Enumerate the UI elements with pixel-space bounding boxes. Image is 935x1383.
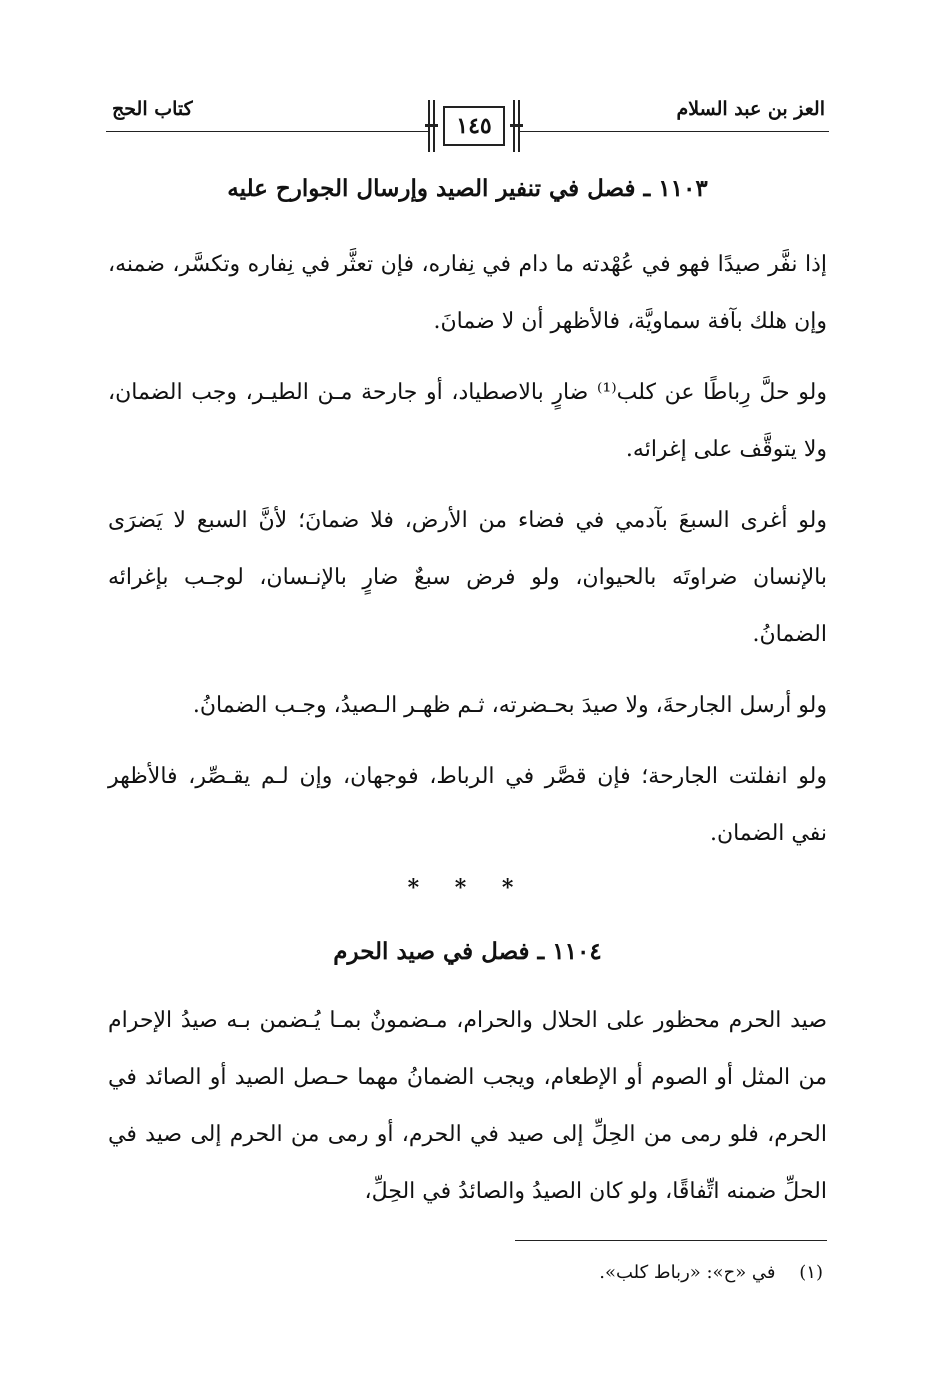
paragraph: ولو أرسل الجارحةَ، ولا صيدَ بحـضرته، ثـم ظهـر الـصيدُ، وجـب الضمانُ. [192, 693, 827, 718]
footnote-number: (١) [799, 1262, 823, 1283]
paragraph: ولو انفلتت الجارحة؛ فإن قصَّر في الرباط، فوجهان، وإن لـم يقـصِّر، فالأظهر نفي الضمان. [108, 764, 827, 846]
footnote-text: في «ح»: «رباط كلب». [599, 1262, 776, 1283]
paragraph: إذا نفَّر صيدًا فهو في عُهْدته ما دام في نِفاره، فإن تعثَّر في نِفاره وتكسَّر، ضمنه، وإن هلك بآفة سماويَّة، فالأظهر أن لا ضمانَ. [108, 252, 827, 334]
section-title-1104: ١١٠٤ ـ فصل في صيد الحرم [333, 938, 602, 965]
footnote-rule [515, 1240, 827, 1241]
section-body-1103 [108, 236, 827, 862]
running-head-author: العز بن عبد السلام [676, 98, 825, 120]
page-number-frame [428, 100, 520, 152]
paragraph: صيد الحرم محظور على الحلال والحرام، مـضمونٌ بمـا يُـضمن بـه صيدُ الإحرام من المثل أو الصوم أو الإطعام، ويجب الضمانُ مهما حـصل الصيد أو الصائد في الحرم، فلو رمى من الحِلِّ إلى صيد في الحرم، أو رمى من الحرم إلى صيد في الحلِّ ضمنه اتِّفاقًا، ولو كان الصيدُ والصائدُ في الحِلِّ، [108, 1008, 827, 1204]
page-number: ١٤٥ [443, 106, 505, 146]
footnote [599, 1262, 823, 1283]
section-separator: * * * [407, 875, 528, 901]
section-title-1103: ١١٠٣ ـ فصل في تنفير الصيد وإرسال الجوارح عليه [227, 175, 708, 202]
paragraph: ولو حلَّ رِباطًا عن كلب⁽¹⁾ ضارٍ بالاصطياد، أو جارحة مـن الطيـر، وجب الضمان، ولا يتوقَّف على إغرائه. [108, 380, 827, 462]
frame-ornament-right [513, 100, 520, 152]
section-body-1104 [108, 992, 827, 1220]
running-head-book: كتاب الحج [112, 98, 193, 120]
paragraph: ولو أغرى السبعَ بآدمي في فضاء من الأرض، فلا ضمانَ؛ لأنَّ السبع لا يَضرَى بالإنسان ضراوتَه بالحيوان، ولو فرض سبعٌ ضارٍ بالإنـسان، لوجـب بإغرائه الضمانُ. [108, 508, 827, 647]
frame-ornament-left [428, 100, 435, 152]
